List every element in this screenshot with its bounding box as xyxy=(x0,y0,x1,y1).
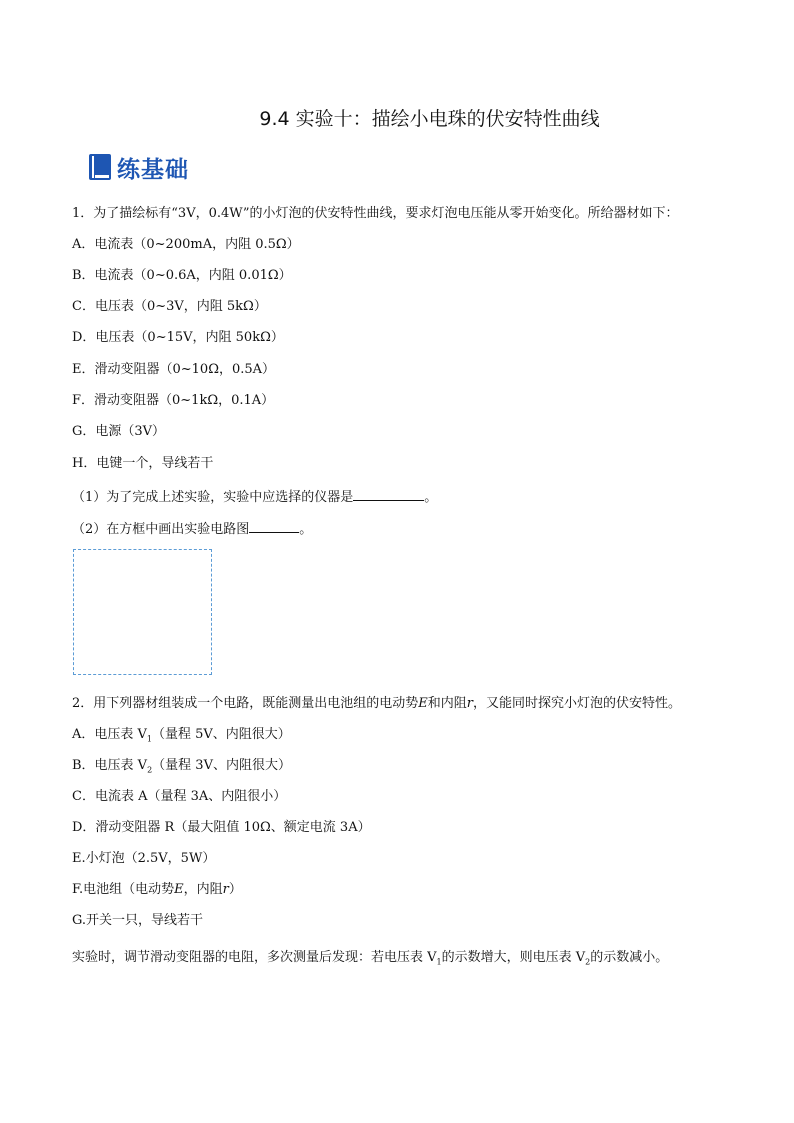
q1-sub1-text: （1）为了完成上述实验，实验中应选择的仪器是 xyxy=(72,490,354,505)
q2-option-b-text: B．电压表 V xyxy=(72,758,148,773)
q2-option-d: D．滑动变阻器 R（最大阻值 10Ω、额定电流 3A） xyxy=(72,820,371,835)
q2-option-f-text: ） xyxy=(228,882,242,897)
page-title: 9.4 实验十：描绘小电珠的伏安特性曲线 xyxy=(259,108,600,130)
q2-stem xyxy=(72,695,681,713)
q1-option-f: F．滑动变阻器（0~1kΩ，0.1A） xyxy=(72,393,275,408)
subscript: 2 xyxy=(585,957,591,967)
symbol-e: E xyxy=(418,696,428,711)
book-icon xyxy=(89,154,111,180)
q1-sub1 xyxy=(72,486,437,507)
q2-final-statement xyxy=(72,949,668,972)
q1-option-d: D．电压表（0~15V，内阻 50kΩ） xyxy=(72,330,284,345)
q2-final-text: 的示数减小。 xyxy=(590,950,669,965)
q1-sub1-end: 。 xyxy=(424,490,438,505)
q1-option-b: B．电流表（0~0.6A，内阻 0.01Ω） xyxy=(72,268,292,283)
symbol-r: r xyxy=(466,696,474,711)
q2-stem-part: 2．用下列器材组装成一个电路，既能测量出电池组的电动势 xyxy=(72,696,419,711)
subscript: 1 xyxy=(146,734,153,744)
q2-option-f-text: ，内阻 xyxy=(183,882,223,897)
symbol-r: r xyxy=(222,882,229,897)
q2-option-e: E.小灯泡（2.5V，5W） xyxy=(72,851,216,866)
section-label: 练基础 xyxy=(117,156,189,183)
q1-option-h: H．电键一个，导线若干 xyxy=(72,456,214,471)
q2-final-text: 实验时，调节滑动变阻器的电阻，多次测量后发现：若电压表 V xyxy=(72,950,437,965)
q1-sub2-text: （2）在方框中画出实验电路图 xyxy=(72,522,250,537)
symbol-e: E xyxy=(174,882,184,897)
answer-blank-1[interactable] xyxy=(353,486,424,501)
subscript: 1 xyxy=(436,957,442,967)
q2-option-b xyxy=(72,757,291,780)
q1-sub2-end: 。 xyxy=(299,522,313,537)
q2-option-a xyxy=(72,726,291,749)
section-heading xyxy=(89,152,189,182)
q1-option-c: C．电压表（0~3V，内阻 5kΩ） xyxy=(72,299,267,314)
q2-option-g: G.开关一只，导线若干 xyxy=(72,913,204,928)
q2-option-f-text: F.电池组（电动势 xyxy=(72,882,175,897)
q1-option-a: A．电流表（0~200mA，内阻 0.5Ω） xyxy=(72,237,300,252)
q2-stem-part: 和内阻 xyxy=(427,696,467,711)
q2-stem-part: ，又能同时探究小灯泡的伏安特性。 xyxy=(473,696,682,711)
q1-option-e: E．滑动变阻器（0~10Ω，0.5A） xyxy=(72,362,276,377)
q2-option-f xyxy=(72,881,242,899)
circuit-drawing-box[interactable] xyxy=(73,549,212,675)
q2-option-a-text: （量程 5V、内阻很大） xyxy=(152,727,291,742)
q1-sub2 xyxy=(72,518,312,539)
q2-option-b-text: （量程 3V、内阻很大） xyxy=(152,758,291,773)
q1-option-g: G．电源（3V） xyxy=(72,424,166,439)
q2-final-text: 的示数增大，则电压表 V xyxy=(441,950,586,965)
q2-option-a-text: A．电压表 V xyxy=(72,727,147,742)
q2-option-c: C．电流表 A（量程 3A、内阻很小） xyxy=(72,789,287,804)
q1-stem: 1．为了描绘标有“3V，0.4W”的小灯泡的伏安特性曲线，要求灯泡电压能从零开始变化。所给器材如下： xyxy=(72,206,679,221)
answer-blank-2[interactable] xyxy=(249,518,299,533)
subscript: 2 xyxy=(147,765,153,775)
